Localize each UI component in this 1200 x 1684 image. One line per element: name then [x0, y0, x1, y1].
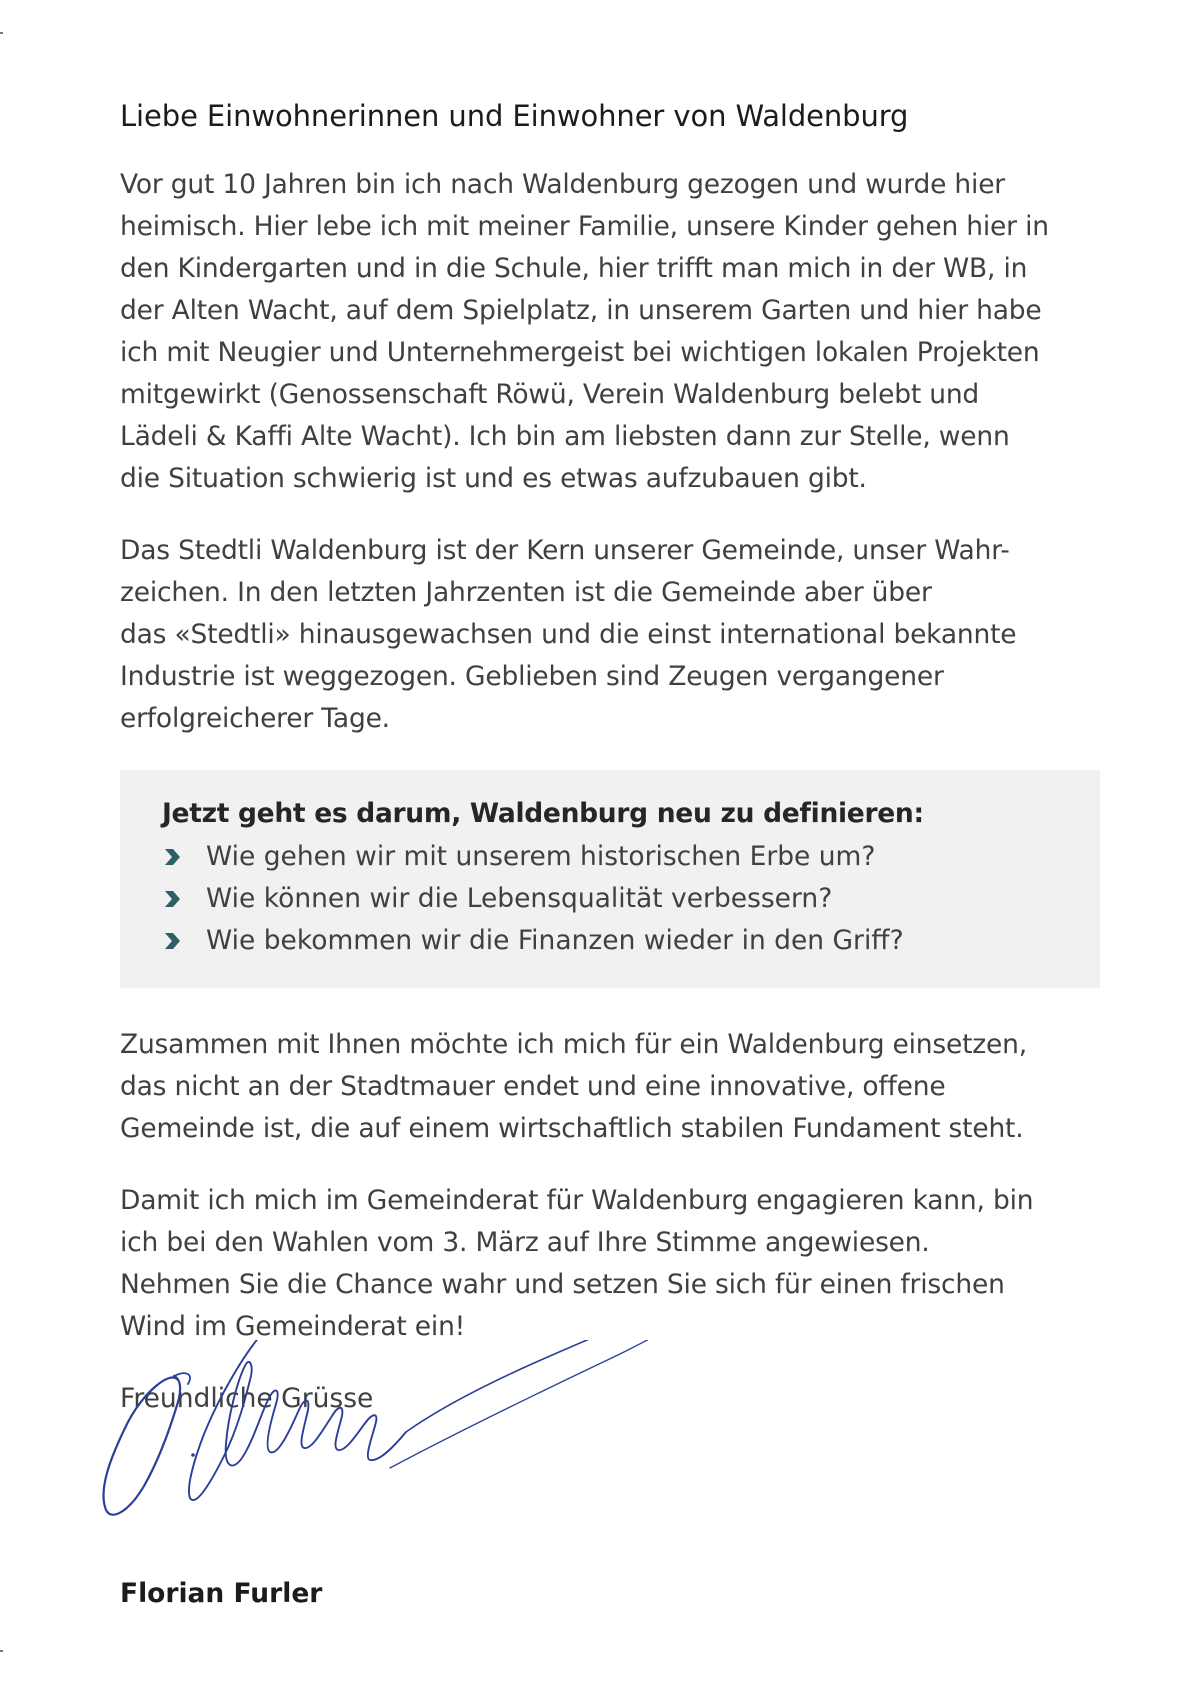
list-item — [162, 836, 1060, 878]
paragraph-vision — [120, 1024, 1110, 1150]
text-line: den Kindergarten und in die Schule, hier trifft man mich in der WB, in — [120, 253, 1028, 284]
callout-box — [120, 770, 1100, 988]
list-item-text: Wie bekommen wir die Finanzen wieder in den Griff? — [206, 925, 904, 956]
crop-mark-bottom — [0, 1650, 3, 1652]
text-line: Zusammen mit Ihnen möchte ich mich für ein Waldenburg einsetzen, — [120, 1029, 1027, 1060]
text-line: das «Stedtli» hinausgewachsen und die einst international bekannte — [120, 619, 1017, 650]
text-line: mitgewirkt (Genossenschaft Röwü, Verein Waldenburg belebt und — [120, 379, 980, 410]
text-line: Nehmen Sie die Chance wahr und setzen Sie sich für einen frischen — [120, 1269, 1005, 1300]
callout-title: Jetzt geht es darum, Waldenburg neu zu definieren: — [162, 798, 924, 829]
text-line: Damit ich mich im Gemeinderat für Waldenburg engagieren kann, bin — [120, 1185, 1034, 1216]
letter-body — [120, 96, 1110, 1420]
text-line: die Situation schwierig ist und es etwas aufzubauen gibt. — [120, 463, 867, 494]
chevron-right-icon — [162, 847, 182, 867]
chevron-right-icon — [162, 889, 182, 909]
text-line: Lädeli & Kaffi Alte Wacht). Ich bin am liebsten dann zur Stelle, wenn — [120, 421, 1010, 452]
list-item — [162, 878, 1060, 920]
text-line: Das Stedtli Waldenburg ist der Kern unserer Gemeinde, unser Wahr- — [120, 535, 1010, 566]
list-item-text: Wie können wir die Lebensqualität verbessern? — [206, 883, 833, 914]
text-line: erfolgreicherer Tage. — [120, 703, 390, 734]
text-line: ich mit Neugier und Unternehmergeist bei wichtigen lokalen Projekten — [120, 337, 1040, 368]
text-line: Vor gut 10 Jahren bin ich nach Waldenburg gezogen und wurde hier — [120, 169, 1005, 200]
text-line: zeichen. In den letzten Jahrzenten ist die Gemeinde aber über — [120, 577, 932, 608]
signer-name: Florian Furler — [120, 1578, 323, 1609]
list-item-text: Wie gehen wir mit unserem historischen Erbe um? — [206, 841, 876, 872]
list-item — [162, 920, 1060, 962]
chevron-right-icon — [162, 931, 182, 951]
salutation: Liebe Einwohnerinnen und Einwohner von Waldenburg — [120, 99, 909, 133]
paragraph-intro — [120, 164, 1110, 500]
text-line: Wind im Gemeinderat ein! — [120, 1311, 466, 1342]
text-line: Industrie ist weggezogen. Geblieben sind Zeugen vergangener — [120, 661, 944, 692]
paragraph-call-to-vote — [120, 1180, 1110, 1348]
text-line: der Alten Wacht, auf dem Spielplatz, in unserem Garten und hier habe — [120, 295, 1042, 326]
crop-mark-top — [0, 32, 3, 34]
closing-greeting: Freundliche Grüsse — [120, 1383, 374, 1414]
text-line: heimisch. Hier lebe ich mit meiner Familie, unsere Kinder gehen hier in — [120, 211, 1049, 242]
paragraph-stedtli — [120, 530, 1110, 740]
handwritten-signature — [100, 1340, 740, 1580]
text-line: das nicht an der Stadtmauer endet und eine innovative, offene — [120, 1071, 946, 1102]
text-line: ich bei den Wahlen vom 3. März auf Ihre Stimme angewiesen. — [120, 1227, 930, 1258]
text-line: Gemeinde ist, die auf einem wirtschaftlich stabilen Fundament steht. — [120, 1113, 1024, 1144]
callout-list — [162, 836, 1060, 962]
